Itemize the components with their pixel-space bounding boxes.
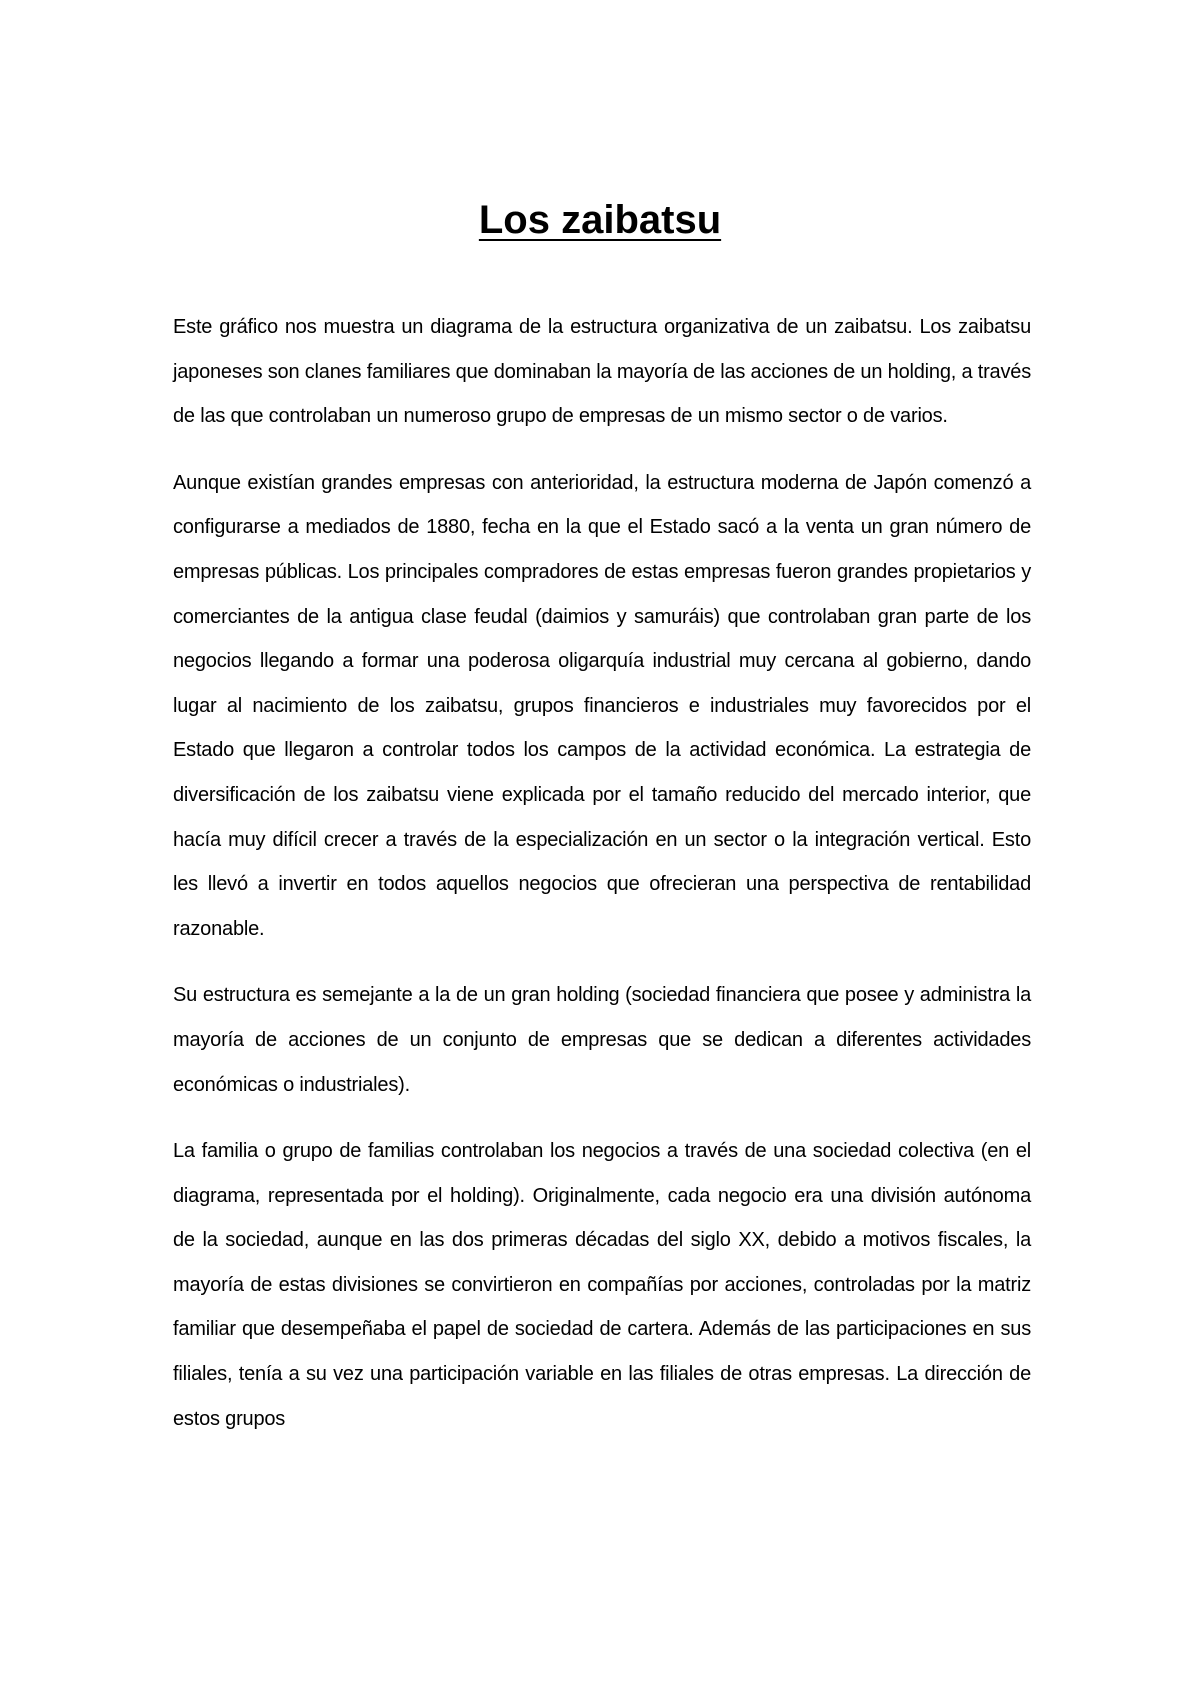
document-title	[0, 196, 1200, 244]
paragraph-3: Su estructura es semejante a la de un gran holding (sociedad financiera que posee y administra la mayoría de acciones de un conjunto de empresas que se dedican a diferentes actividades económicas o industriales).	[173, 984, 1031, 1096]
document-body	[173, 305, 1031, 1441]
paragraph-1: Este gráfico nos muestra un diagrama de la estructura organizativa de un zaibatsu. Los zaibatsu japoneses son clanes familiares que dominaban la mayoría de las acciones de un holding, a través de las que controlaban un numeroso grupo de empresas de un mismo sector o de varios.	[173, 316, 1031, 428]
paragraph-2: Aunque existían grandes empresas con anterioridad, la estructura moderna de Japón comenzó a configurarse a mediados de 1880, fecha en la que el Estado sacó a la venta un gran número de empresas públicas. Los principales compradores de estas empresas fueron grandes propietarios y comerciantes de la antigua clase feudal (daimios y samuráis) que controlaban gran parte de los negocios llegando a formar una poderosa oligarquía industrial muy cercana al gobierno, dando lugar al nacimiento de los zaibatsu, grupos financieros e industriales muy favorecidos por el Estado que llegaron a controlar todos los campos de la actividad económica. La estrategia de diversificación de los zaibatsu viene explicada por el tamaño reducido del mercado interior, que hacía muy difícil crecer a través de la especialización en un sector o la integración vertical. Esto les llevó a invertir en todos aquellos negocios que ofrecieran una perspectiva de rentabilidad razonable.	[173, 471, 1031, 940]
document-title-text: Los zaibatsu	[478, 198, 722, 242]
paragraph-4: La familia o grupo de familias controlaban los negocios a través de una sociedad colectiva (en el diagrama, representada por el holding). Originalmente, cada negocio era una división autónoma de la sociedad, aunque en las dos primeras décadas del siglo XX, debido a motivos fiscales, la mayoría de estas divisiones se convirtieron en compañías por acciones, controladas por la matriz familiar que desempeñaba el papel de sociedad de cartera. Además de las participaciones en sus filiales, tenía a su vez una participación variable en las filiales de otras empresas. La dirección de estos grupos	[173, 1140, 1031, 1430]
